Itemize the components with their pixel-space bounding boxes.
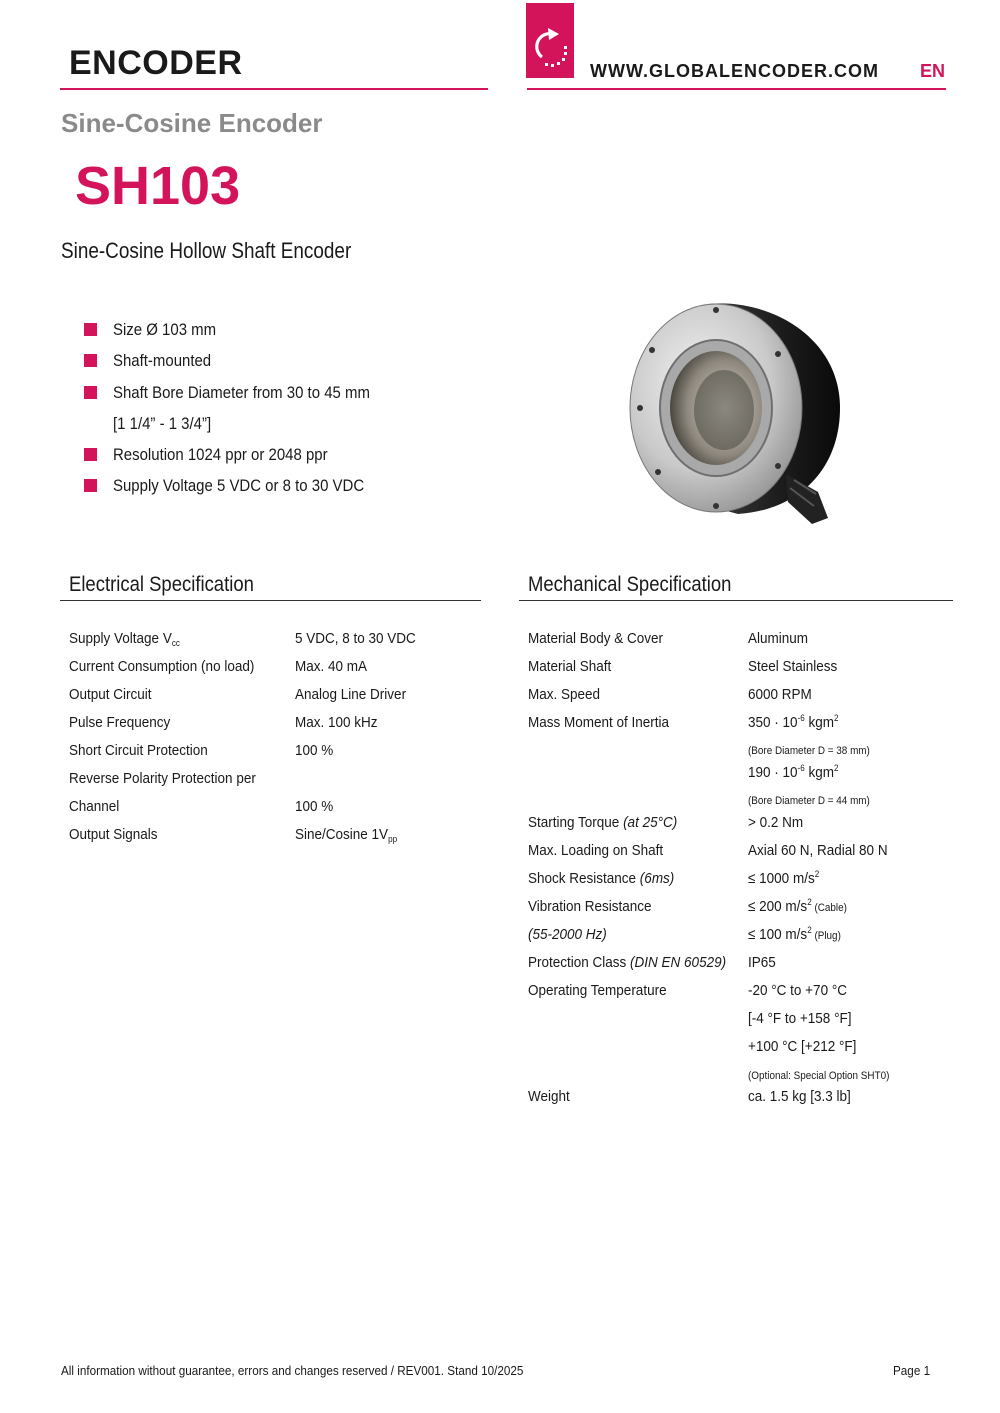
mechanical-spec-title: Mechanical Specification	[528, 573, 732, 596]
bullet-square-icon	[84, 386, 97, 399]
spec-label-supply-voltage: Supply Voltage $V_{cc}$	[69, 630, 180, 648]
spec-value-output-circuit: Analog Line Driver	[295, 686, 407, 703]
spec-value-channel: 100 %	[295, 798, 334, 815]
spec-value-current-consumption: Max. 40 mA	[295, 658, 368, 675]
page-number: Page 1	[893, 1363, 931, 1378]
spec-value-temperature-c: -20 °C to +70 °C	[748, 982, 847, 999]
spec-label-vibration: Vibration Resistance	[528, 898, 652, 915]
bullet-square-icon	[84, 479, 97, 492]
bullet-square-icon	[84, 323, 97, 336]
spec-value-inertia-44: $190 \cdot 10^{-6}$ kgm$^2$	[748, 763, 839, 781]
header-rule-left	[60, 88, 488, 90]
spec-value-vibration-plug: ≤ 100 $m/s^2$ (Plug)	[748, 925, 841, 943]
spec-value-material-body: Aluminum	[748, 630, 809, 647]
electrical-spec-title: Electrical Specification	[69, 573, 254, 596]
mechanical-spec-rule	[519, 600, 953, 601]
bullet-square-icon	[84, 448, 97, 461]
spec-note-inertia-38: (Bore Diameter D = 38 mm)	[748, 745, 870, 757]
spec-label-reverse-polarity: Reverse Polarity Protection per	[69, 770, 256, 787]
spec-label-material-shaft: Material Shaft	[528, 658, 612, 675]
spec-label-weight: Weight	[528, 1088, 570, 1105]
header-rule-right	[527, 88, 946, 90]
spec-value-material-shaft: Steel Stainless	[748, 658, 838, 675]
spec-label-output-circuit: Output Circuit	[69, 686, 152, 703]
product-model: SH103	[75, 156, 241, 216]
bullet-square-icon	[84, 354, 97, 367]
spec-label-channel: Channel	[69, 798, 120, 815]
spec-value-protection: IP65	[748, 954, 776, 971]
spec-label-pulse-frequency: Pulse Frequency	[69, 714, 171, 731]
spec-label-shock: Shock Resistance (6ms)	[528, 870, 675, 887]
spec-label-starting-torque: Starting Torque (at 25°C)	[528, 814, 678, 831]
spec-value-shock: ≤ 1000 $m/s^2$	[748, 869, 820, 887]
footer-disclaimer: All information without guarantee, errors and changes reserved / REV001. Stand 10/2025	[61, 1363, 524, 1378]
spec-value-supply-voltage: 5 VDC, 8 to 30 VDC	[295, 630, 416, 647]
spec-label-material-body: Material Body & Cover	[528, 630, 664, 647]
spec-label-max-speed: Max. Speed	[528, 686, 601, 703]
spec-label-inertia: Mass Moment of Inertia	[528, 714, 670, 731]
company-logo	[526, 3, 574, 78]
electrical-spec-rule	[60, 600, 481, 601]
website-link[interactable]: WWW.GLOBALENCODER.COM	[590, 61, 879, 81]
spec-note-inertia-44: (Bore Diameter D = 44 mm)	[748, 795, 870, 807]
spec-label-temperature: Operating Temperature	[528, 982, 667, 999]
spec-value-inertia-38: $350 \cdot 10^{-6}$ kgm$^2$	[748, 713, 839, 731]
spec-value-output-signals: Sine/Cosine $1V_{pp}$	[295, 826, 398, 844]
spec-value-max-loading: Axial 60 N, Radial 80 N	[748, 842, 888, 859]
spec-label-max-loading: Max. Loading on Shaft	[528, 842, 664, 859]
rotation-arrow-icon	[526, 3, 574, 78]
brand-title: ENCODER	[69, 44, 243, 82]
product-category: Sine-Cosine Encoder	[61, 108, 323, 138]
spec-note-temperature: (Optional: Special Option SHT0)	[748, 1070, 890, 1082]
spec-label-protection: Protection Class (DIN EN 60529)	[528, 954, 727, 971]
spec-label-output-signals: Output Signals	[69, 826, 158, 843]
product-description: Sine-Cosine Hollow Shaft Encoder	[61, 238, 352, 263]
spec-label-vibration-range: (55-2000 Hz)	[528, 926, 607, 943]
spec-label-short-circuit: Short Circuit Protection	[69, 742, 208, 759]
spec-value-temperature-f: [-4 °F to +158 °F]	[748, 1010, 852, 1027]
spec-value-pulse-frequency: Max. 100 kHz	[295, 714, 378, 731]
spec-value-vibration-cable: ≤ 200 $m/s^2$ (Cable)	[748, 897, 847, 915]
spec-value-short-circuit: 100 %	[295, 742, 334, 759]
spec-value-temperature-optional: +100 °C [+212 °F]	[748, 1038, 857, 1055]
spec-label-current-consumption: Current Consumption (no load)	[69, 658, 255, 675]
spec-value-weight: ca. 1.5 kg [3.3 lb]	[748, 1088, 851, 1105]
spec-value-max-speed: 6000 RPM	[748, 686, 812, 703]
spec-value-starting-torque: > 0.2 Nm	[748, 814, 804, 831]
language-code: EN	[920, 61, 946, 81]
product-image	[628, 296, 844, 526]
